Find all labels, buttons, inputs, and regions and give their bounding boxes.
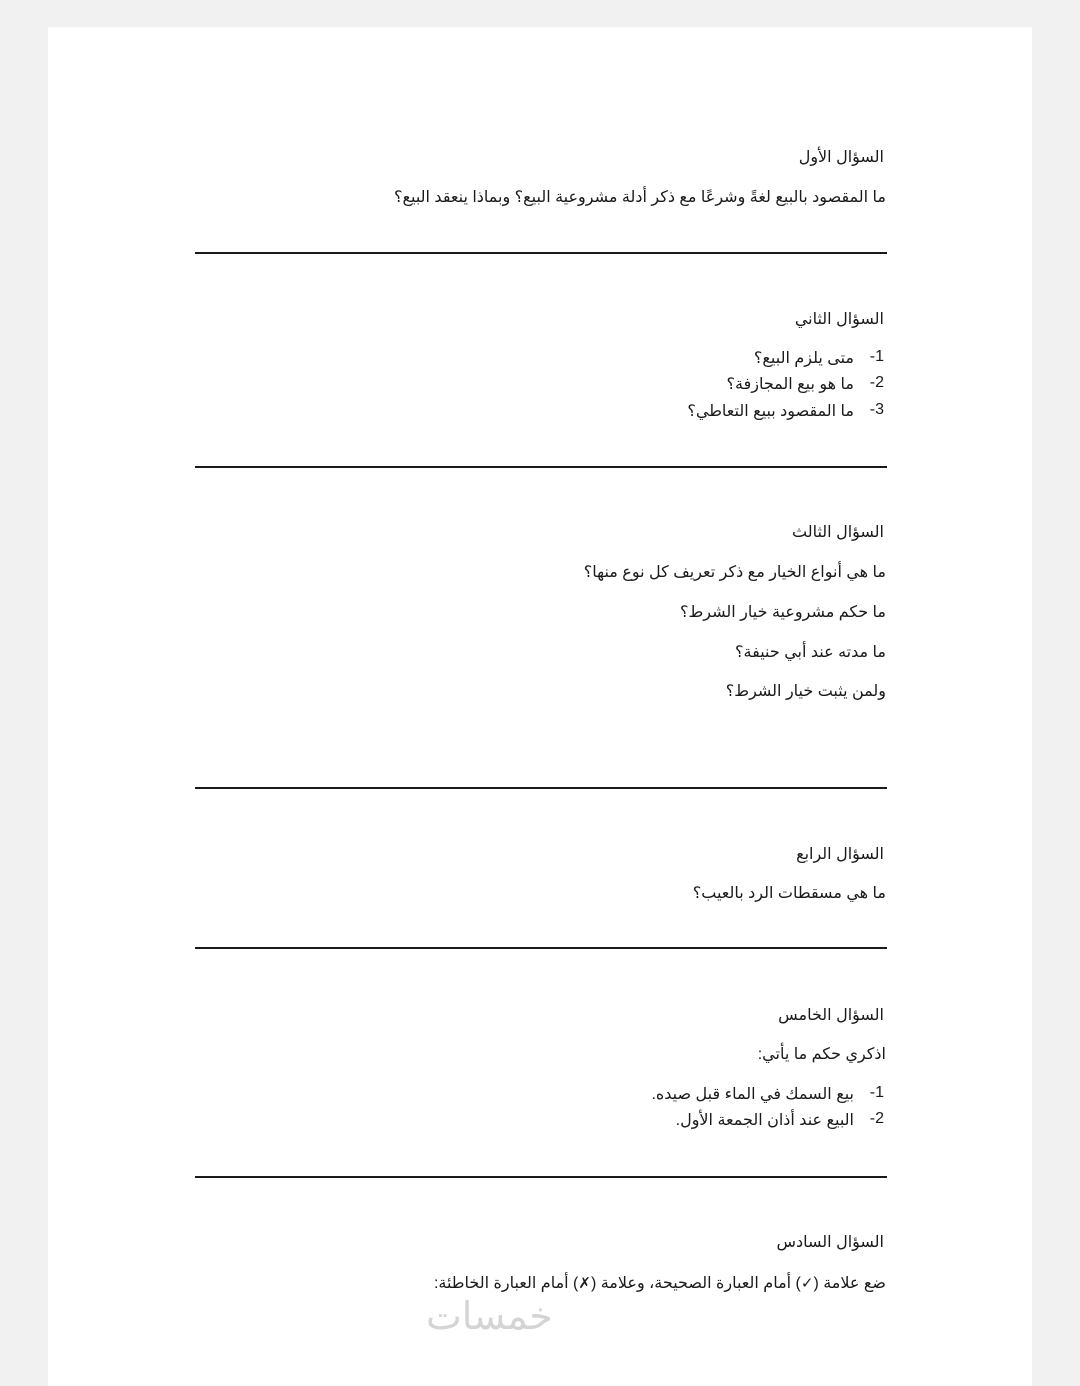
question-3-line-4: ولمن يثبت خيار الشرط؟: [725, 683, 886, 700]
list-item-text: ما هو بيع المجازفة؟: [726, 376, 854, 393]
document-page: [48, 27, 1032, 1386]
divider-5: [195, 1176, 887, 1178]
question-5-item-1: [651, 1084, 884, 1104]
question-3-line-3: ما مدته عند أبي حنيفة؟: [735, 644, 886, 661]
list-number: -2: [869, 1110, 884, 1127]
list-number: -2: [869, 374, 884, 391]
check-mark-icon: ✓: [800, 1274, 814, 1292]
list-item-text: ما المقصود ببيع التعاطي؟: [687, 403, 854, 420]
divider-3: [195, 787, 887, 789]
cross-mark-icon: ✗: [578, 1274, 591, 1292]
question-3-title: السؤال الثالث: [792, 524, 884, 541]
question-1-text: ما المقصود بالبيع لغةً وشرعًا مع ذكر أدلة مشروعية البيع؟ وبماذا ينعقد البيع؟: [393, 189, 886, 206]
divider-2: [195, 466, 887, 468]
question-6-title: السؤال السادس: [776, 1234, 884, 1251]
question-2-item-2: [726, 374, 884, 394]
question-2-item-3: [687, 401, 884, 421]
list-number: -3: [869, 401, 884, 418]
question-3-line-1: ما هي أنواع الخيار مع ذكر تعريف كل نوع منها؟: [583, 564, 886, 581]
list-item-text: بيع السمك في الماء قبل صيده.: [651, 1086, 854, 1103]
question-3-line-2: ما حكم مشروعية خيار الشرط؟: [680, 604, 886, 621]
question-2-title: السؤال الثاني: [794, 311, 884, 328]
question-4-title: السؤال الرابع: [796, 846, 884, 863]
text-part: ) أمام العبارة الخاطئة:: [433, 1275, 579, 1292]
question-5-intro: اذكري حكم ما يأتي:: [757, 1046, 886, 1063]
watermark-logo: خمسات: [426, 1294, 553, 1338]
question-5-item-2: [675, 1110, 884, 1130]
list-item-text: البيع عند أذان الجمعة الأول.: [675, 1112, 854, 1129]
list-number: -1: [869, 348, 884, 365]
question-6-text: [434, 1273, 886, 1293]
text-part: ) أمام العبارة الصحيحة، وعلامة (: [590, 1275, 801, 1292]
question-4-text: ما هي مسقطات الرد بالعيب؟: [692, 885, 886, 902]
question-1-title: السؤال الأول: [798, 149, 884, 166]
question-5-title: السؤال الخامس: [778, 1007, 884, 1024]
question-2-item-1: [753, 348, 884, 368]
divider-1: [195, 252, 887, 254]
text-part: ضع علامة (: [813, 1275, 886, 1292]
list-number: -1: [869, 1084, 884, 1101]
list-item-text: متى يلزم البيع؟: [753, 350, 854, 367]
divider-4: [195, 947, 887, 949]
